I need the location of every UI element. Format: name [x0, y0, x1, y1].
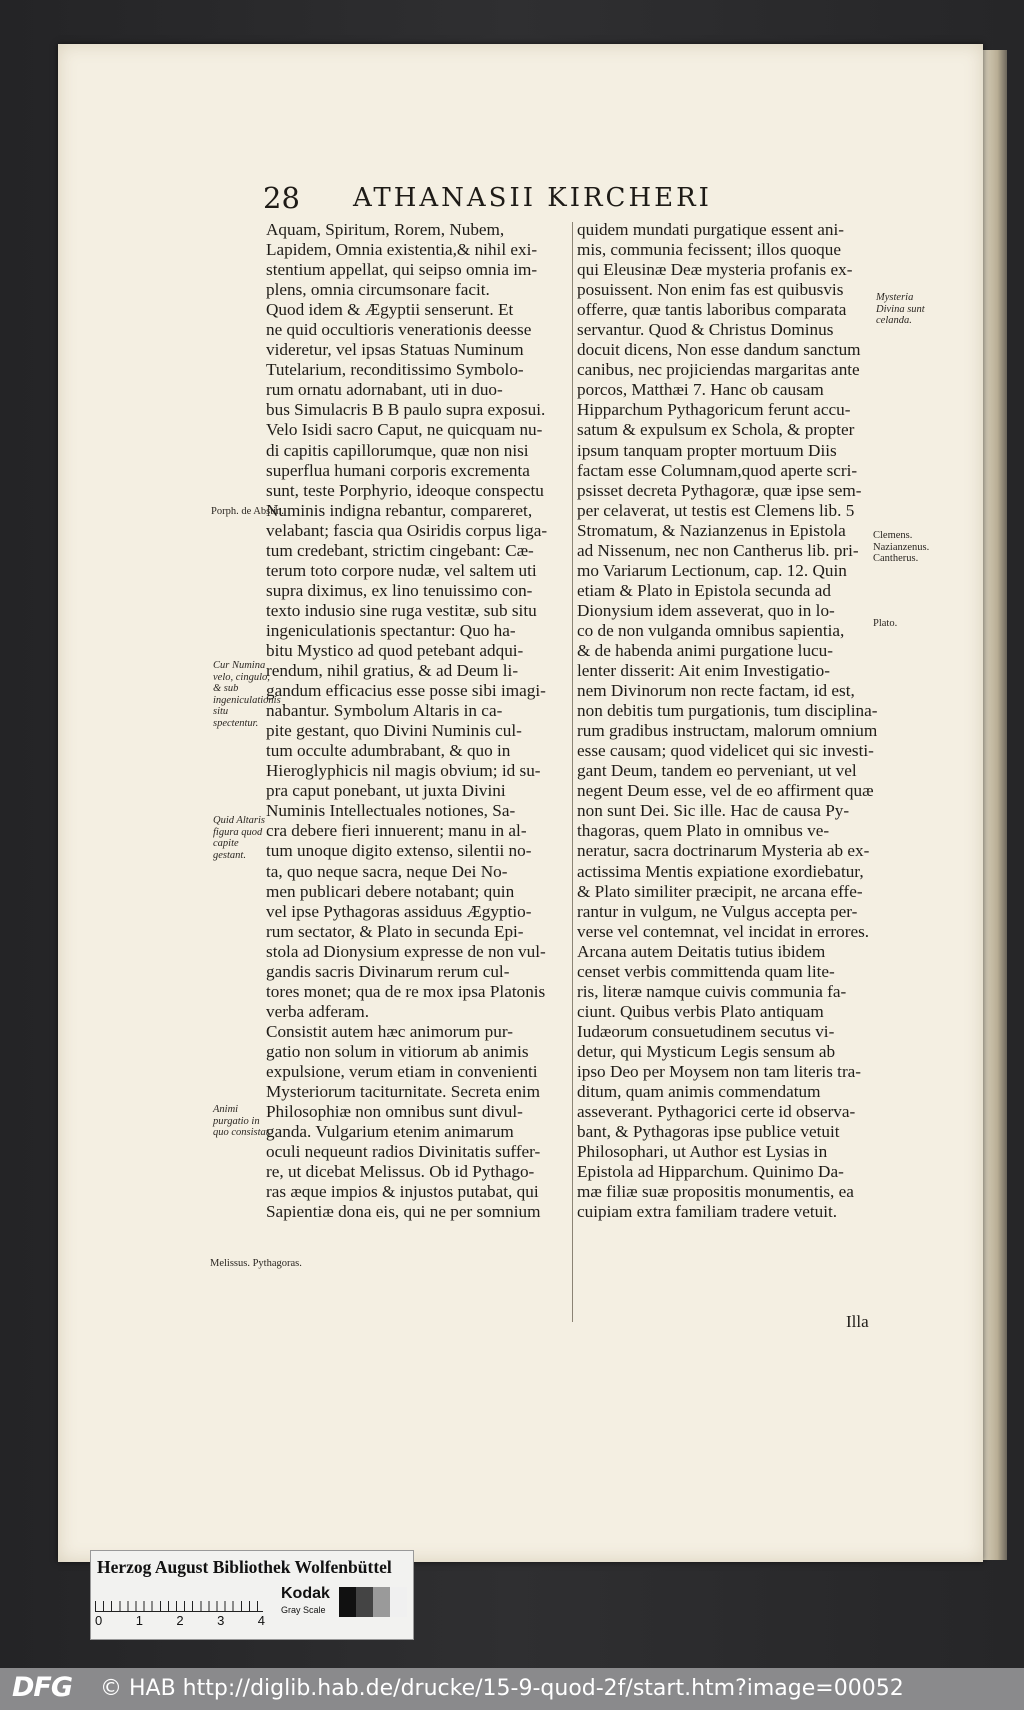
text-line: bitu Mystico ad quod petebant adqui- [266, 640, 524, 660]
text-line: rum gradibus instructam, malorum omnium [577, 721, 878, 741]
text-line: esse causam; quod videlicet qui sic investi- [577, 741, 874, 761]
text-line: stola ad Dionysium expresse de non vul- [266, 941, 546, 961]
text-line: rendum, nihil gratius, & ad Deum li- [266, 661, 519, 681]
gray-patch [390, 1587, 407, 1617]
text-line: plens, omnia circumsonare facit. [266, 280, 490, 300]
text-line: ne quid occultioris venerationis deesse [266, 320, 532, 340]
gray-patch [373, 1587, 390, 1617]
text-line: Hipparchum Pythagoricum ferunt accu- [577, 400, 851, 420]
text-line: Velo Isidi sacro Caput, ne quicquam nu- [266, 420, 543, 440]
text-line: nabantur. Symbolum Altaris in ca- [266, 701, 503, 721]
text-line: Arcana autem Deitatis tutius ibidem [577, 941, 826, 961]
page-header [263, 181, 763, 215]
catchword: Illa [846, 1312, 869, 1331]
text-line: ad Nissenum, nec non Cantherus lib. pri- [577, 540, 859, 560]
text-line: velabant; fascia qua Osiridis corpus liga- [266, 520, 548, 540]
text-line: ditum, quam animis commendatum [577, 1082, 821, 1102]
text-line: Epistola ad Hipparchum. Quinimo Da- [577, 1162, 844, 1182]
text-line: tum unoque digito extenso, silentii no- [266, 841, 532, 861]
column-divider [572, 222, 573, 1322]
text-line: Aquam, Spiritum, Rorem, Nubem, [266, 220, 505, 239]
copyright-link[interactable]: © HAB http://diglib.hab.de/drucke/15-9-quod-2f/start.htm?image=00052 [100, 1676, 904, 1701]
text-line: non debitis tum purgationis, tum disciplina- [577, 701, 878, 721]
text-line: gandum efficacius esse posse sibi imagi- [266, 681, 546, 701]
text-line: etiam & Plato in Epistola secunda ad [577, 580, 831, 600]
text-line: lenter disserit: Ait enim Investigatio- [577, 661, 830, 681]
text-line: verba adferam. [266, 1001, 370, 1021]
text-line: superflua humani corporis excrementa [266, 460, 530, 480]
text-line: sunt, teste Porphyrio, ideoque conspectu [266, 480, 544, 500]
text-line: offerre, quæ tantis laboribus comparata [577, 300, 847, 320]
text-line: ris, literæ namque cuivis communia fa- [577, 981, 847, 1001]
text-line: Sapientiæ dona eis, qui ne per somnium [266, 1202, 541, 1222]
text-line: nem Divinorum non recte factam, id est, [577, 681, 855, 701]
scale-number: 4 [257, 1613, 265, 1628]
text-line: porcos, Matthæi 7. Hanc ob causam [577, 380, 824, 400]
text-line: vel ipse Pythagoras assiduus Ægyptio- [266, 901, 532, 921]
gray-scale-label: Gray Scale [281, 1605, 326, 1615]
text-line: gatio non solum in vitiorum ab animis [266, 1041, 529, 1061]
text-line: ingeniculationis spectantur: Quo ha- [266, 620, 516, 640]
text-line: servantur. Quod & Christus Dominus [577, 320, 834, 340]
library-name: Herzog August Bibliothek Wolfenbüttel [97, 1557, 392, 1577]
text-line: Tutelarium, reconditissimo Symbolo- [266, 360, 524, 380]
text-line: tum credebant, strictim cingebant: Cæ- [266, 540, 534, 560]
scale-ruler [95, 1589, 263, 1612]
text-line: Dionysium idem asseverat, quo in lo- [577, 600, 835, 620]
text-line: non sunt Dei. Sic ille. Hac de causa Py- [577, 801, 850, 821]
text-line: bus Simulacris B B paulo supra exposui. [266, 400, 546, 420]
dfg-logo: DFG [12, 1672, 73, 1703]
next-page-edge [983, 50, 1007, 1560]
text-line: men publicari debere notabant; quin [266, 881, 515, 901]
text-line: pra caput ponebant, ut juxta Divini [266, 781, 506, 801]
text-line: pite gestant, quo Divini Numinis cul- [266, 721, 522, 741]
text-line: oculi nequeunt radios Divinitatis suffer- [266, 1142, 541, 1162]
text-line: Hieroglyphicis nil magis obvium; id su- [266, 761, 541, 781]
margin-note-melissus: Melissus. Pythagoras. [210, 1258, 302, 1269]
text-line: ipsum tanquam propter mortuum Diis [577, 440, 837, 460]
text-line: co de non vulganda omnibus sapientia, [577, 620, 845, 640]
text-line: negent Deum esse, vel de eo affirment quæ [577, 781, 874, 801]
scale-numbers [95, 1613, 265, 1628]
text-line: per celaverat, ut testis est Clemens lib. 5 [577, 500, 855, 520]
text-line: neratur, sacra doctrinarum Mysteria ab ex- [577, 841, 870, 861]
text-line: Numinis Intellectuales notiones, Sa- [266, 801, 516, 821]
text-line: Stromatum, & Nazianzenus in Epistola [577, 520, 846, 540]
text-line: cuipiam extra familiam tradere vetuit. [577, 1202, 838, 1222]
text-line: docuit dicens, Non esse dandum sanctum [577, 340, 861, 360]
text-line: quidem mundati purgatique essent ani- [577, 220, 844, 239]
text-line: mæ filiæ suæ propositis monumentis, ea [577, 1182, 854, 1202]
text-line: cra debere fieri innuerent; manu in al- [266, 821, 527, 841]
text-line: Quod idem & Ægyptii senserunt. Et [266, 300, 514, 320]
margin-note-mysteria: Mysteria Divina sunt celanda. [876, 292, 925, 326]
text-line: canibus, nec projiciendas margaritas ante [577, 360, 860, 380]
text-line: rantur in vulgum, ne Vulgus accepta per- [577, 901, 858, 921]
text-line: terum toto corpore nudæ, vel saltem uti [266, 560, 537, 580]
text-line: rum ornatu adornabant, uti in duo- [266, 380, 503, 400]
text-line: thagoras, quem Plato in omnibus ve- [577, 821, 830, 841]
text-line: tum occulte adumbrabant, & quo in [266, 741, 511, 761]
text-line: ipso Deo per Moysem non tam literis tra- [577, 1061, 862, 1081]
text-line: censet verbis committenda quam lite- [577, 961, 835, 981]
margin-note-clemens: Clemens. Nazianzenus. Cantherus. [873, 530, 930, 564]
text-line: di capitis capillorumque, quæ non nisi [266, 440, 529, 460]
text-line: Philosophari, ut Author est Lysias in [577, 1142, 828, 1162]
text-line: & Plato similiter præcipit, ne arcana effe- [577, 881, 863, 901]
text-line: ciunt. Quibus verbis Plato antiquam [577, 1001, 824, 1021]
text-line: supra diximus, ex lino tenuissimo con- [266, 580, 533, 600]
text-line: psisset decreta Pythagoræ, quæ ipse sem- [577, 480, 862, 500]
text-line: gant Deum, tandem eo perveniant, ut vel [577, 761, 857, 781]
text-line: ganda. Vulgarium etenim animarum [266, 1122, 514, 1142]
gray-patch [356, 1587, 373, 1617]
margin-note-cur-numina: Cur Numina velo, cingulo, & sub ingeniculationis situ spectentur. [213, 660, 281, 729]
gray-patch [339, 1587, 356, 1617]
text-line: videretur, vel ipsas Statuas Numinum [266, 340, 524, 360]
text-line: gandis sacris Divinarum rerum cul- [266, 961, 510, 981]
text-line: texto indusio sine ruga vestitæ, sub situ [266, 600, 537, 620]
text-line: qui Eleusinæ Deæ mysteria profanis ex- [577, 260, 853, 280]
right-text-column [577, 220, 878, 1222]
text-line: Lapidem, Omnia existentia,& nihil exi- [266, 240, 538, 260]
color-calibration-strip [90, 1550, 414, 1640]
left-text-column [266, 220, 566, 1222]
text-line: verse vel contemnat, vel incidat in errores. [577, 921, 870, 941]
running-head: ATHANASII KIRCHERI [353, 183, 712, 213]
text-line: mo Variarum Lectionum, cap. 12. Quin [577, 560, 847, 580]
margin-note-porphyrius: Porph. de Abstin. [211, 506, 284, 517]
text-line: Numinis indigna rebantur, compareret, [266, 500, 533, 520]
page-number: 28 [263, 181, 300, 215]
text-line: factam esse Columnam,quod aperte scri- [577, 460, 858, 480]
text-line: posuissent. Non enim fas est quibusvis [577, 280, 844, 300]
text-line: stentium appellat, qui seipso omnia im- [266, 260, 538, 280]
text-line: & de habenda animi purgatione lucu- [577, 640, 833, 660]
text-line: tores monet; qua de re mox ipsa Platonis [266, 981, 546, 1001]
margin-note-altaris: Quid Altaris figura quod capite gestant. [213, 815, 266, 861]
margin-note-animi-purgatio: Animi purgatio in quo consistat. [213, 1104, 272, 1138]
text-line: actissima Mentis expiatione exordiebatur, [577, 861, 864, 881]
text-line: detur, qui Mysticum Legis sensum ab [577, 1041, 836, 1061]
text-line: expulsione, verum etiam in convenienti [266, 1061, 538, 1081]
text-line: bant, & Pythagoras ipse publice vetuit [577, 1122, 840, 1142]
text-line: satum & expulsum ex Schola, & propter [577, 420, 855, 440]
margin-note-plato: Plato. [873, 618, 898, 629]
text-line: ta, quo neque sacra, neque Dei No- [266, 861, 508, 881]
text-line: rum sectator, & Plato in secunda Epi- [266, 921, 524, 941]
text-line: Philosophiæ non omnibus sunt divul- [266, 1102, 523, 1122]
text-line: Iudæorum consuetudinem secutus vi- [577, 1021, 835, 1041]
text-line: asseverant. Pythagorici certe id observa- [577, 1102, 856, 1122]
text-line: Consistit autem hæc animorum pur- [266, 1021, 513, 1041]
scale-number: 0 [95, 1613, 103, 1628]
text-line: ras æque impios & injustos putabat, qui [266, 1182, 539, 1202]
scale-number: 2 [176, 1613, 184, 1628]
text-line: Mysteriorum taciturnitate. Secreta enim [266, 1082, 540, 1102]
scale-number: 1 [135, 1613, 143, 1628]
scale-number: 3 [217, 1613, 225, 1628]
viewer-footer [0, 1668, 1024, 1710]
text-line: re, ut dicebat Melissus. Ob id Pythago- [266, 1162, 535, 1182]
kodak-brand: Kodak [281, 1585, 330, 1602]
text-line: mis, communia fecissent; illos quoque [577, 240, 841, 260]
